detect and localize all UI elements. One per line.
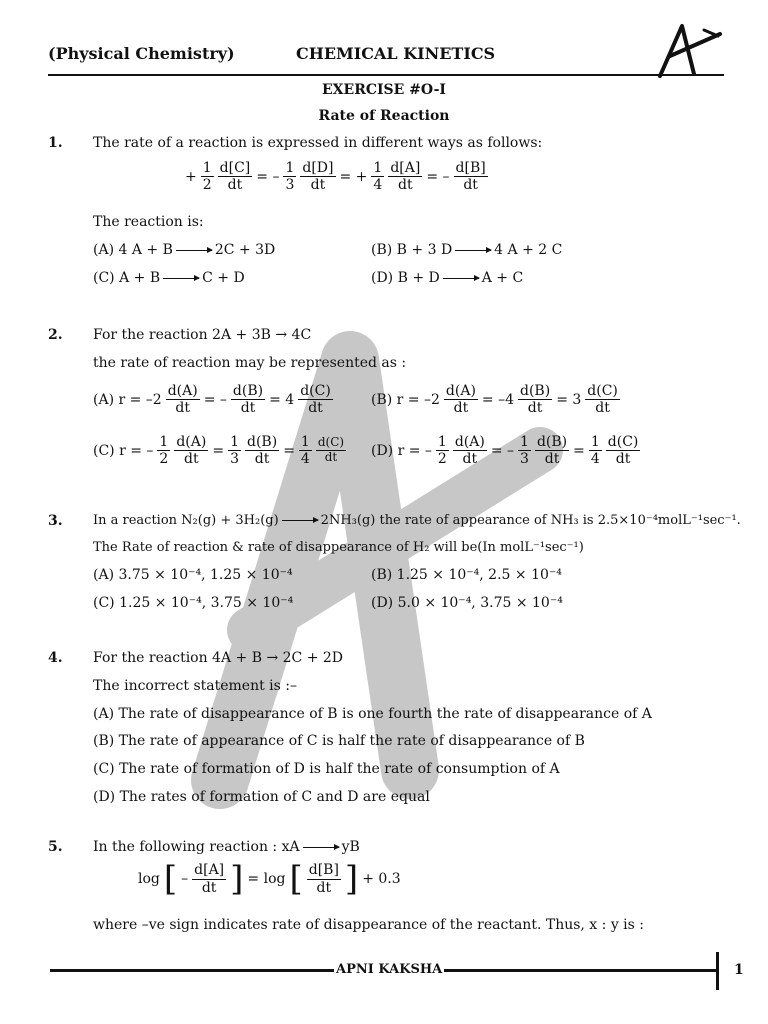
- option-c-right: C + D: [202, 270, 245, 286]
- chapter-title: CHEMICAL KINETICS: [296, 44, 496, 63]
- option-d[interactable]: [371, 270, 523, 286]
- question-number: 4.: [48, 650, 63, 666]
- option-b-right: 4 A + 2 C: [494, 242, 563, 258]
- equals: = 4: [269, 391, 295, 408]
- log-equation: [138, 859, 401, 899]
- numerator: d(A): [176, 434, 207, 450]
- derivative: [454, 160, 488, 193]
- option-c[interactable]: [93, 270, 245, 286]
- numerator: d(B): [520, 383, 551, 399]
- numerator: d(A): [445, 383, 476, 399]
- fraction: [589, 434, 602, 467]
- question-text-post: yB: [341, 839, 360, 855]
- numerator: d[D]: [302, 160, 334, 176]
- numerator: d[A]: [194, 862, 225, 879]
- question-number: 2.: [48, 327, 63, 343]
- numerator: 1: [230, 434, 239, 450]
- option-label: (C) r = –: [93, 442, 154, 459]
- derivative: [388, 160, 422, 193]
- exercise-heading: EXERCISE #O-I: [322, 82, 446, 98]
- denominator: dt: [254, 451, 270, 468]
- denominator: dt: [324, 450, 338, 465]
- option-c[interactable]: (C) 1.25 × 10⁻⁴, 3.75 × 10⁻⁴: [93, 595, 294, 611]
- question-subtext: The reaction is:: [93, 214, 204, 230]
- fraction: [157, 434, 170, 467]
- reaction-arrow-icon: [303, 847, 339, 848]
- denominator: dt: [316, 879, 332, 896]
- denominator: 4: [300, 451, 310, 468]
- question-text: For the reaction 2A + 3B → 4C: [93, 327, 312, 343]
- denominator: dt: [462, 451, 478, 468]
- derivative: [585, 383, 620, 416]
- denominator: 3: [285, 177, 295, 194]
- footer-bar: [716, 952, 719, 990]
- sign: +: [185, 168, 197, 185]
- reaction-arrow-icon: [176, 250, 212, 251]
- equals: =: [283, 442, 295, 459]
- denominator: 3: [520, 451, 529, 468]
- rate-equation: [185, 160, 488, 193]
- option-b[interactable]: (B) The rate of appearance of C is half the rate of disappearance of B: [93, 733, 585, 749]
- numerator: 1: [285, 160, 295, 176]
- numerator: d(C): [587, 383, 618, 399]
- left-bracket-icon: [: [163, 859, 178, 899]
- option-a[interactable]: [93, 242, 275, 258]
- derivative: [231, 383, 265, 416]
- numerator: d(C): [300, 383, 331, 399]
- reaction-arrow-icon: [282, 520, 318, 521]
- derivative: [192, 862, 226, 895]
- question-text: For the reaction 4A + B → 2C + 2D: [93, 650, 344, 666]
- numerator: d(A): [454, 434, 485, 450]
- denominator: dt: [175, 400, 191, 417]
- question-text-post: 2NH₃(g) the rate of appearance of NH₃ is 2.5×10⁻⁴molL⁻¹sec⁻¹.: [320, 513, 741, 528]
- denominator: 4: [373, 177, 383, 194]
- reaction-arrow-icon: [443, 278, 479, 279]
- denominator: dt: [463, 177, 478, 194]
- equals: = 3: [556, 391, 582, 408]
- numerator: 1: [590, 434, 600, 450]
- option-a-right: 2C + 3D: [214, 242, 276, 258]
- denominator: dt: [398, 177, 413, 194]
- equals: =: [212, 442, 225, 459]
- derivative: [218, 160, 253, 193]
- numerator: 1: [300, 434, 310, 450]
- page-number: 1: [734, 962, 744, 978]
- question-text: The rate of a reaction is expressed in different ways as follows:: [93, 135, 543, 151]
- header-divider: [48, 74, 724, 76]
- option-a-left: (A) 4 A + B: [93, 242, 173, 258]
- fraction: [371, 160, 384, 193]
- question-subtext: The Rate of reaction & rate of disappearance of H₂ will be(In molL⁻¹sec⁻¹): [93, 540, 584, 555]
- equals: =: [573, 442, 585, 459]
- option-c-left: (C) A + B: [93, 270, 161, 286]
- left-bracket-icon: [: [289, 859, 303, 899]
- derivative: [606, 434, 641, 467]
- question-subtext: the rate of reaction may be represented as :: [93, 355, 407, 371]
- apni-kaksha-logo-icon: [648, 20, 728, 84]
- subject-label: (Physical Chemistry): [48, 44, 235, 63]
- question-subtext: The incorrect statement is :–: [93, 678, 297, 694]
- option-a[interactable]: (A) The rate of disappearance of B is one fourth the rate of disappearance of A: [93, 706, 652, 722]
- derivative: [300, 160, 335, 193]
- numerator: d[B]: [308, 862, 339, 879]
- denominator: 2: [202, 177, 212, 194]
- numerator: d[C]: [219, 160, 251, 176]
- denominator: dt: [240, 400, 256, 417]
- log-label: log: [138, 871, 160, 887]
- denominator: dt: [184, 451, 199, 468]
- fraction: [228, 434, 241, 467]
- reaction-arrow-icon: [455, 250, 491, 251]
- denominator: 2: [437, 451, 447, 468]
- denominator: 3: [230, 451, 239, 468]
- footer-brand: APNI KAKSHA: [336, 962, 443, 977]
- numerator: 1: [159, 434, 169, 450]
- option-d[interactable]: (D) 5.0 × 10⁻⁴, 3.75 × 10⁻⁴: [371, 595, 563, 611]
- option-d-right: A + C: [481, 270, 524, 286]
- question-text: [93, 839, 360, 855]
- derivative: [245, 434, 279, 467]
- denominator: dt: [544, 451, 560, 468]
- equals: = –: [256, 168, 280, 185]
- section-heading: Rate of Reaction: [318, 108, 450, 124]
- numerator: d[B]: [455, 160, 486, 176]
- option-d-left: (D) B + D: [371, 270, 440, 286]
- equals: = –4: [481, 391, 514, 408]
- option-c[interactable]: (C) The rate of formation of D is half the rate of consumption of A: [93, 761, 560, 777]
- numerator: d(C): [317, 435, 345, 450]
- numerator: 1: [437, 434, 447, 450]
- option-d[interactable]: [371, 434, 640, 467]
- numerator: 1: [373, 160, 383, 176]
- derivative: [298, 383, 333, 416]
- option-b[interactable]: (B) 1.25 × 10⁻⁴, 2.5 × 10⁻⁴: [371, 567, 562, 583]
- denominator: 4: [590, 451, 600, 468]
- reaction-arrow-icon: [163, 278, 199, 279]
- derivative: [307, 862, 341, 895]
- option-label: (D) r = –: [371, 442, 432, 459]
- right-bracket-icon: ]: [230, 859, 244, 899]
- option-b[interactable]: [371, 383, 620, 416]
- minus-sign: –: [181, 871, 189, 887]
- derivative: [453, 434, 487, 467]
- derivative: [174, 434, 208, 467]
- fraction: [299, 434, 312, 467]
- question-text-pre: In the following reaction : xA: [93, 839, 300, 855]
- numerator: d(B): [536, 434, 568, 450]
- numerator: d(B): [247, 434, 278, 450]
- question-text: [93, 513, 741, 528]
- fraction: [436, 434, 449, 467]
- question-number: 3.: [48, 513, 63, 529]
- numerator: d(A): [167, 383, 198, 399]
- numerator: d(B): [232, 383, 264, 399]
- derivative: [316, 436, 346, 465]
- option-a[interactable]: (A) 3.75 × 10⁻⁴, 1.25 × 10⁻⁴: [93, 567, 293, 583]
- fraction: [201, 160, 214, 193]
- option-b-left: (B) B + 3 D: [371, 242, 453, 258]
- denominator: dt: [527, 400, 543, 417]
- option-a[interactable]: [93, 383, 333, 416]
- denominator: dt: [201, 879, 217, 896]
- fraction: [283, 160, 296, 193]
- numerator: d[A]: [390, 160, 421, 176]
- equals: = +: [339, 168, 368, 185]
- equation-tail: + 0.3: [362, 871, 401, 887]
- numerator: 1: [520, 434, 529, 450]
- numerator: d(C): [607, 434, 639, 450]
- equals: = –: [203, 391, 227, 408]
- derivative: [518, 383, 552, 416]
- denominator: dt: [308, 400, 323, 417]
- option-d[interactable]: (D) The rates of formation of C and D are equal: [93, 789, 430, 805]
- question-text-pre: In a reaction N₂(g) + 3H₂(g): [93, 513, 279, 528]
- option-b[interactable]: [371, 242, 562, 258]
- question-number: 5.: [48, 839, 63, 855]
- denominator: dt: [615, 451, 631, 468]
- option-label: (A) r = –2: [93, 391, 162, 408]
- equals-log: = log: [247, 871, 286, 887]
- denominator: dt: [453, 400, 469, 417]
- denominator: dt: [595, 400, 610, 417]
- fraction: [518, 434, 531, 467]
- denominator: dt: [310, 177, 326, 194]
- question-subtext: where –ve sign indicates rate of disappearance of the reactant. Thus, x : y is :: [93, 917, 645, 933]
- derivative: [166, 383, 200, 416]
- derivative: [444, 383, 478, 416]
- equals: = –: [426, 168, 450, 185]
- question-number: 1.: [48, 135, 63, 151]
- right-bracket-icon: ]: [344, 859, 359, 899]
- numerator: 1: [202, 160, 212, 176]
- denominator: dt: [227, 177, 243, 194]
- denominator: 2: [159, 451, 169, 468]
- equals: = –: [490, 442, 515, 459]
- option-label: (B) r = –2: [371, 391, 440, 408]
- derivative: [535, 434, 569, 467]
- option-c[interactable]: [93, 434, 346, 467]
